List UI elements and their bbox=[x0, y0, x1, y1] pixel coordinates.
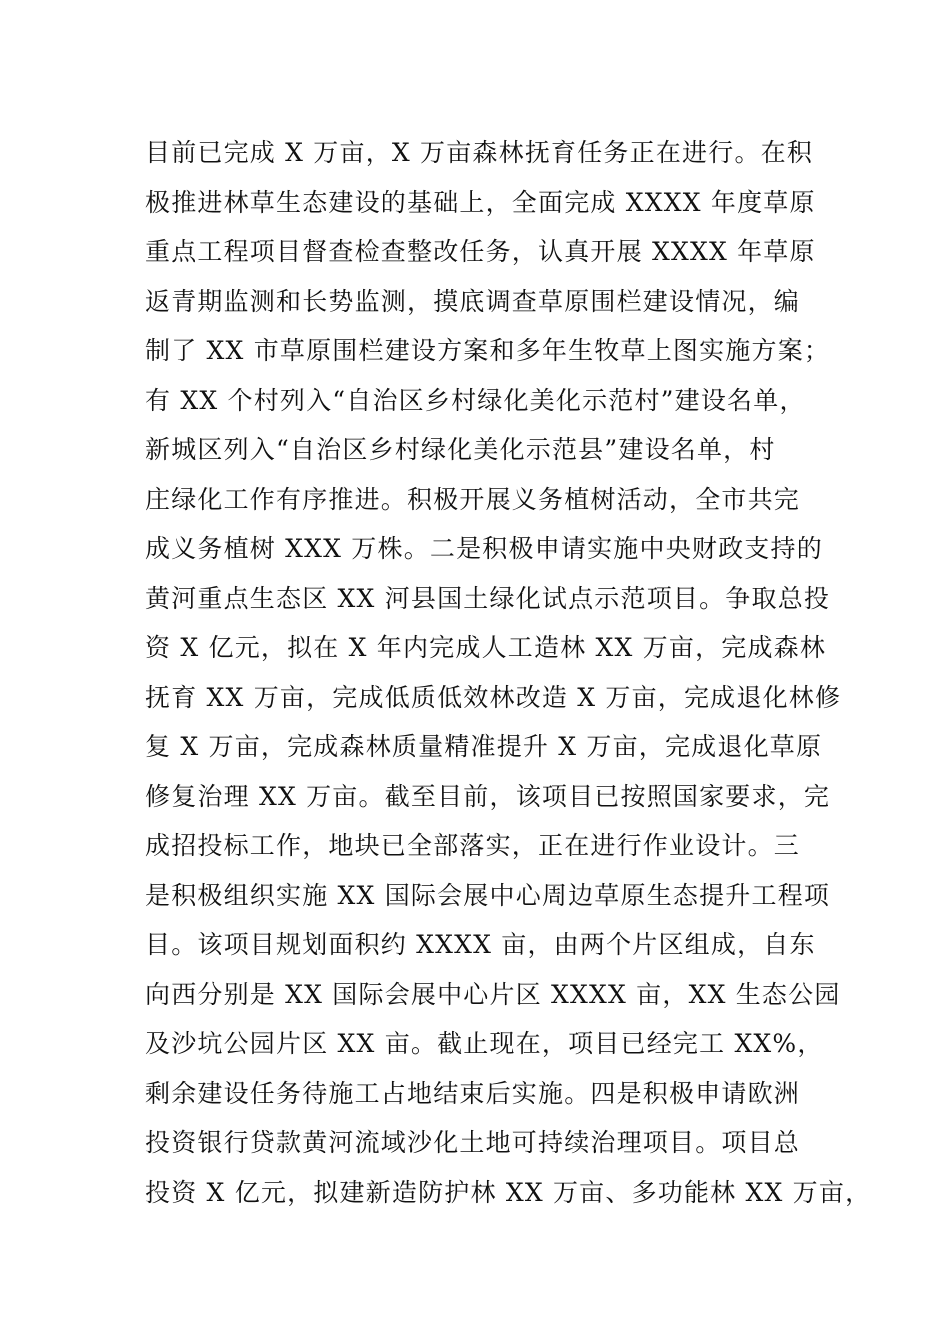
text-line: 极推进林草生态建设的基础上，全面完成 XXXX 年度草原 bbox=[145, 187, 816, 217]
text-line: 复 X 万亩，完成森林质量精准提升 X 万亩，完成退化草原 bbox=[145, 732, 823, 761]
body-paragraph bbox=[145, 128, 872, 1217]
text-line: 抚育 XX 万亩，完成低质低效林改造 X 万亩，完成退化林修 bbox=[145, 682, 842, 712]
text-line: 投资银行贷款黄河流域沙化土地可持续治理项目。项目总 bbox=[145, 1128, 801, 1157]
text-line: 新城区列入“自治区乡村绿化美化示范县”建设名单，村 bbox=[145, 435, 776, 464]
text-line: 及沙坑公园片区 XX 亩。截止现在，项目已经完工 XX%， bbox=[145, 1029, 824, 1058]
text-line: 剩余建设任务待施工占地结束后实施。四是积极申请欧洲 bbox=[145, 1078, 801, 1108]
text-line: 黄河重点生态区 XX 河县国土绿化试点示范项目。争取总投 bbox=[145, 583, 831, 613]
text-line: 重点工程项目督查检查整改任务，认真开展 XXXX 年草原 bbox=[145, 237, 816, 266]
text-line: 返青期监测和长势监测，摸底调查草原围栏建设情况，编 bbox=[145, 286, 801, 316]
text-line: 修复治理 XX 万亩。截至目前，该项目已按照国家要求，完 bbox=[145, 781, 831, 811]
text-line: 是积极组织实施 XX 国际会展中心周边草原生态提升工程项 bbox=[145, 880, 831, 910]
text-line: 庄绿化工作有序推进。积极开展义务植树活动，全市共完 bbox=[145, 484, 801, 514]
text-line: 投资 X 亿元，拟建新造防护林 XX 万亩、多功能林 XX 万亩， bbox=[145, 1177, 872, 1207]
text-line: 目。该项目规划面积约 XXXX 亩，由两个片区组成，自东 bbox=[145, 930, 816, 959]
text-line: 有 XX 个村列入“自治区乡村绿化美化示范村”建设名单， bbox=[145, 385, 806, 415]
text-line: 成招投标工作，地块已全部落实，正在进行作业设计。三 bbox=[145, 831, 801, 860]
text-line: 目前已完成 X 万亩，X 万亩森林抚育任务正在进行。在积 bbox=[145, 138, 814, 167]
text-line: 成义务植树 XXX 万株。二是积极申请实施中央财政支持的 bbox=[145, 534, 823, 563]
text-line: 制了 XX 市草原围栏建设方案和多年生牧草上图实施方案； bbox=[145, 336, 831, 365]
text-line: 向西分别是 XX 国际会展中心片区 XXXX 亩，XX 生态公园 bbox=[145, 979, 841, 1009]
text-line: 资 X 亿元，拟在 X 年内完成人工造林 XX 万亩，完成森林 bbox=[145, 633, 827, 662]
